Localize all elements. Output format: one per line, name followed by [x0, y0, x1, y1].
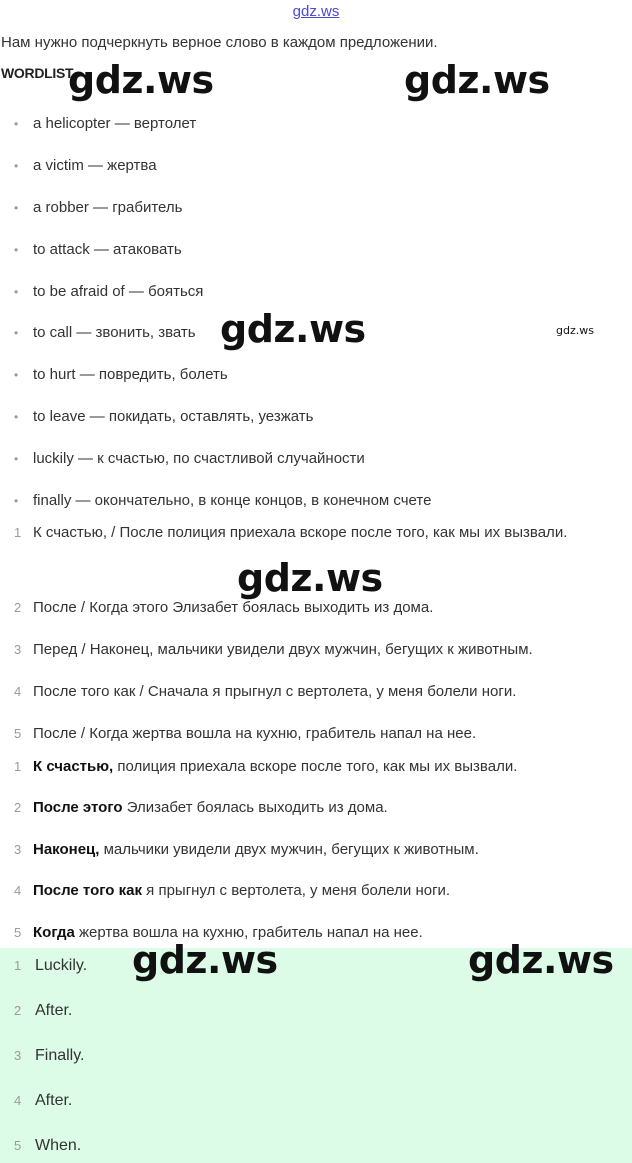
list-item: • a helicopter — вертолет: [14, 115, 197, 132]
bullet-icon: •: [14, 326, 19, 340]
site-link[interactable]: gdz.ws: [292, 3, 340, 20]
bullet-icon: •: [14, 159, 19, 173]
list-item: • finally — окончательно, в конце концов, в конечном счете: [14, 492, 432, 509]
bullet-icon: •: [14, 410, 19, 424]
list-item: • a victim — жертва: [14, 157, 157, 174]
list-item: 3 Наконец, мальчики увидели двух мужчин, бегущих к животным.: [14, 841, 479, 858]
watermark: gdz.ws: [237, 556, 383, 600]
list-item: 4 После того как / Сначала я прыгнул с вертолета, у меня болели ноги.: [14, 683, 517, 700]
list-item: • to leave — покидать, оставлять, уезжать: [14, 408, 314, 425]
watermark: gdz.ws: [404, 58, 550, 102]
list-item: 5 После / Когда жертва вошла на кухню, грабитель напал на нее.: [14, 725, 477, 742]
list-item: 3 Finally.: [14, 1047, 85, 1064]
list-item: 4 После того как я прыгнул с вертолета, у меня болели ноги.: [14, 882, 451, 899]
bullet-icon: •: [14, 494, 19, 508]
list-item: 1 К счастью, полиция приехала вскоре после того, как мы их вызвали.: [14, 758, 518, 775]
bullet-icon: •: [14, 452, 19, 466]
list-item: 2 После этого Элизабет боялась выходить из дома.: [14, 799, 388, 816]
list-item: 5 Когда жертва вошла на кухню, грабитель напал на нее.: [14, 924, 423, 941]
list-item: • a robber — грабитель: [14, 199, 183, 216]
watermark: gdz.ws: [220, 307, 366, 351]
list-item: • luckily — к счастью, по счастливой случайности: [14, 450, 365, 467]
watermark: gdz.ws: [556, 324, 594, 337]
list-item: • to call — звонить, звать: [14, 324, 196, 341]
list-item: 4 After.: [14, 1092, 73, 1109]
watermark: gdz.ws: [468, 938, 614, 982]
watermark: gdz.ws: [68, 58, 214, 102]
list-item: 5 When.: [14, 1137, 82, 1154]
list-item: 1 Luckily.: [14, 957, 88, 974]
list-item: 3 Перед / Наконец, мальчики увидели двух мужчин, бегущих к животным.: [14, 641, 533, 658]
list-item: • to attack — атаковать: [14, 241, 182, 258]
bullet-icon: •: [14, 243, 19, 257]
list-item: 2 After.: [14, 1002, 73, 1019]
list-item: • to hurt — повредить, болеть: [14, 366, 228, 383]
wordlist-title: WORDLIST: [1, 65, 74, 81]
watermark: gdz.ws: [132, 938, 278, 982]
list-item: • to be afraid of — бояться: [14, 283, 204, 300]
list-item: 2 После / Когда этого Элизабет боялась выходить из дома.: [14, 599, 434, 616]
bullet-icon: •: [14, 368, 19, 382]
intro-text: Нам нужно подчеркнуть верное слово в каждом предложении.: [1, 34, 438, 51]
bullet-icon: •: [14, 117, 19, 131]
bullet-icon: •: [14, 201, 19, 215]
bullet-icon: •: [14, 285, 19, 299]
list-item: 1 К счастью, / После полиция приехала вскоре после того, как мы их вызвали.: [14, 524, 568, 541]
